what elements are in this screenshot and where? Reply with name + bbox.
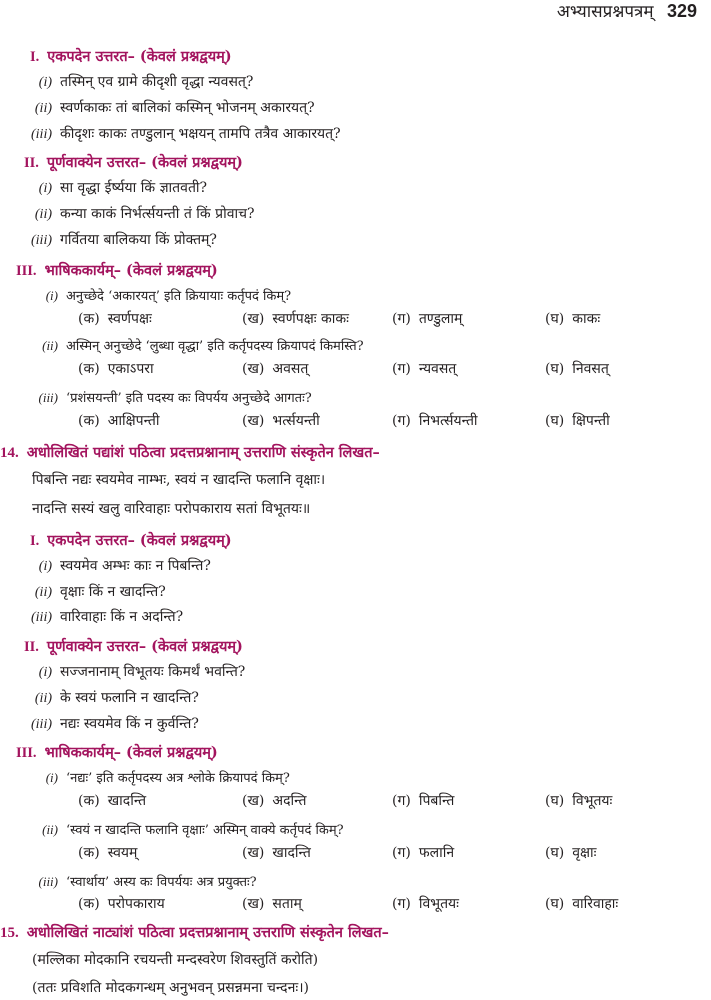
option-ka: (क) एकाऽपरा [78, 361, 154, 377]
section-heading-purnavakyena: II. पूर्णवाक्येन उत्तरत– (केवलं प्रश्नद्वयम्) [24, 638, 243, 655]
question-item: (ii) अस्मिन् अनुच्छेदे ‘लुब्धा वृद्धा’ इति कर्तृपदस्य क्रियापदं किमस्ति? [42, 338, 364, 354]
verse-line: पिबन्ति नद्यः स्वयमेव नाम्भः, स्वयं न खादन्ति फलानि वृक्षाः। [32, 472, 326, 488]
page-number: 329 [666, 1, 697, 21]
option-kha: (ख) अवसत् [242, 361, 309, 377]
question-item: (i) अनुच्छेदे ‘अकारयत्’ इति क्रियायाः कर्तृपदं किम्? [45, 288, 292, 304]
section-heading-bhashikakaryam: III. भाषिककार्यम्– (केवलं प्रश्नद्वयम्) [16, 262, 218, 279]
option-ka: (क) स्वयम् [78, 845, 138, 861]
section-heading-bhashikakaryam: III. भाषिककार्यम्– (केवलं प्रश्नद्वयम्) [16, 744, 218, 761]
question-item: (i) ‘नद्यः’ इति कर्तृपदस्य अत्र श्लोके क्रियापदं किम्? [45, 770, 290, 786]
question-15-instruction: 15. अधोलिखितं नाट्यांशं पठित्वा प्रदत्तप्रश्नानाम् उत्तराणि संस्कृतेन लिखत– [0, 924, 389, 941]
section-heading-ekapadena: I. एकपदेन उत्तरत– (केवलं प्रश्नद्वयम्) [30, 48, 232, 65]
dialogue-line: (मल्लिका मोदकानि रचयन्ती मन्दस्वरेण शिवस्तुतिं करोति) [32, 952, 319, 968]
option-ka: (क) आक्षिपन्ती [78, 413, 160, 429]
option-ka: (क) स्वर्णपक्षः [78, 311, 152, 327]
option-ga: (ग) न्यवसत् [392, 361, 457, 377]
option-gha: (घ) क्षिपन्ती [545, 413, 610, 429]
option-kha: (ख) स्वर्णपक्षः काकः [242, 311, 349, 327]
question-item: (iii) ‘स्वार्थाय’ अस्य कः विपर्ययः अत्र प्रयुक्तः? [38, 874, 257, 890]
option-gha: (घ) निवसत् [545, 361, 609, 377]
section-heading-ekapadena: I. एकपदेन उत्तरत– (केवलं प्रश्नद्वयम्) [30, 532, 232, 549]
option-kha: (ख) खादन्ति [242, 845, 311, 861]
question-item: (ii) के स्वयं फलानि न खादन्ति? [34, 690, 199, 706]
running-head-title: अभ्यासप्रश्नपत्रम् [556, 2, 654, 22]
question-item: (ii) ‘स्वयं न खादन्ति फलानि वृक्षाः’ अस्मिन् वाक्ये कर्तृपदं किम्? [42, 822, 344, 838]
option-ga: (ग) पिबन्ति [392, 793, 455, 809]
verse-line: नादन्ति सस्यं खलु वारिवाहाः परोपकाराय सतां विभूतयः॥ [32, 501, 311, 517]
question-item: (i) तस्मिन् एव ग्रामे कीदृशी वृद्धा न्यवसत्? [38, 74, 254, 90]
running-head [557, 0, 697, 24]
option-gha: (घ) वारिवाहाः [545, 896, 619, 912]
question-item: (i) सा वृद्धा ईर्ष्यया किं ज्ञातवती? [38, 180, 208, 196]
question-item: (iii) वारिवाहाः किं न अदन्ति? [31, 609, 184, 625]
option-kha: (ख) भर्त्सयन्ती [242, 413, 320, 429]
question-item: (ii) स्वर्णकाकः तां बालिकां कस्मिन् भोजनम् अकारयत्? [34, 100, 315, 116]
option-ka: (क) खादन्ति [78, 793, 147, 809]
option-kha: (ख) सताम् [242, 896, 302, 912]
question-item: (iii) गर्वितया बालिकया किं प्रोक्तम्? [31, 232, 217, 248]
option-ga: (ग) तण्डुलाम् [392, 311, 463, 327]
question-item: (iii) कीदृशः काकः तण्डुलान् भक्षयन् तामपि तत्रैव आकारयत्? [31, 126, 341, 142]
question-item: (ii) कन्या काकं निर्भर्त्सयन्ती तं किं प्रोवाच? [34, 206, 255, 222]
option-gha: (घ) काकः [545, 311, 601, 327]
question-item: (iii) ‘प्रशंसयन्ती’ इति पदस्य कः विपर्यय अनुच्छेदे आगतः? [38, 390, 312, 406]
dialogue-line: (ततः प्रविशति मोदकगन्धम् अनुभवन् प्रसन्नमना चन्दनः।) [32, 980, 309, 996]
option-gha: (घ) वृक्षाः [545, 845, 597, 861]
option-gha: (घ) विभूतयः [545, 793, 613, 809]
option-ga: (ग) विभूतयः [392, 896, 459, 912]
question-item: (i) सज्जनानाम् विभूतयः किमर्थं भवन्ति? [38, 664, 246, 680]
question-14-instruction: 14. अधोलिखितं पद्यांशं पठित्वा प्रदत्तप्रश्नानाम् उत्तराणि संस्कृतेन लिखत– [0, 444, 380, 461]
question-item: (i) स्वयमेव अम्भः काः न पिबन्ति? [38, 558, 211, 574]
option-ga: (ग) निभर्त्सयन्ती [392, 413, 478, 429]
option-ga: (ग) फलानि [392, 845, 455, 861]
option-kha: (ख) अदन्ति [242, 793, 307, 809]
section-heading-purnavakyena: II. पूर्णवाक्येन उत्तरत– (केवलं प्रश्नद्वयम्) [24, 154, 243, 171]
question-item: (iii) नद्यः स्वयमेव किं न कुर्वन्ति? [31, 716, 199, 732]
question-item: (ii) वृक्षाः किं न खादन्ति? [34, 584, 166, 600]
option-ka: (क) परोपकाराय [78, 896, 165, 912]
